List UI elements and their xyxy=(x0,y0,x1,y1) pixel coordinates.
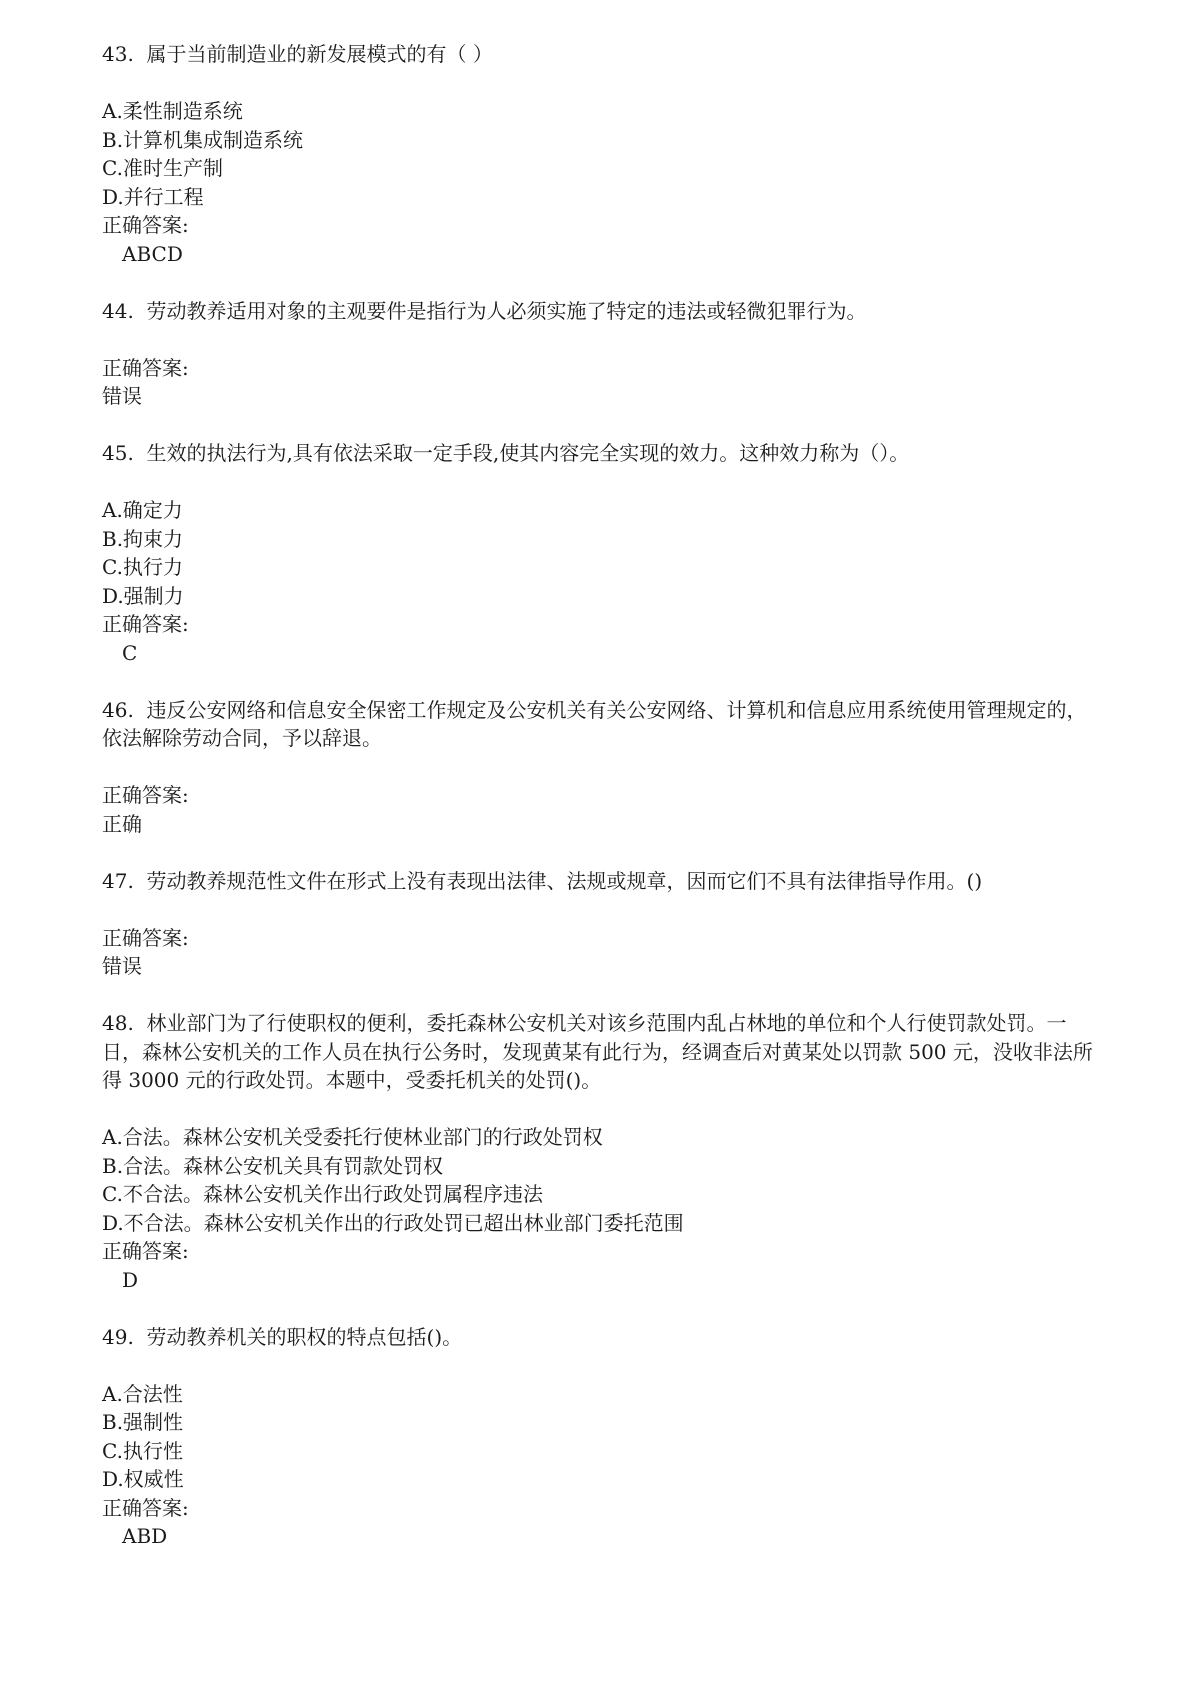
answer-value: C xyxy=(122,640,138,665)
option-item: A.合法性 xyxy=(102,1381,183,1406)
question-block xyxy=(102,867,1102,981)
question-text: 劳动教养适用对象的主观要件是指行为人必须实施了特定的违法或轻微犯罪行为。 xyxy=(146,298,867,323)
question-stem xyxy=(102,40,1102,69)
question-block xyxy=(102,297,1102,411)
answer-label: 正确答案: xyxy=(102,925,189,950)
option-item: C.执行性 xyxy=(102,1438,183,1463)
answer-label: 正确答案: xyxy=(102,355,189,380)
option-item: C.执行力 xyxy=(102,555,183,579)
question-block xyxy=(102,696,1102,839)
option-item: A.柔性制造系统 xyxy=(102,99,243,123)
option-item: B.合法。森林公安机关具有罚款处罚权 xyxy=(102,1153,444,1178)
answer-label: 正确答案: xyxy=(102,1495,189,1520)
option-item: B.强制性 xyxy=(102,1410,184,1434)
question-block xyxy=(102,1009,1102,1294)
question-text: 劳动教养规范性文件在形式上没有表现出法律、法规或规章，因而它们不具有法律指导作用。() xyxy=(146,868,983,893)
answer-value: D xyxy=(122,1267,139,1292)
answer-value: ABD xyxy=(122,1524,168,1548)
question-stem xyxy=(102,1323,1102,1352)
question-number: 44. xyxy=(102,298,134,323)
option-item: D.权威性 xyxy=(102,1467,184,1491)
question-text: 违反公安网络和信息安全保密工作规定及公安机关有关公安网络、计算机和信息应用系统使用管理规定的，依法解除劳动合同，予以辞退。 xyxy=(102,697,1087,750)
question-block xyxy=(102,439,1102,667)
option-item: A.确定力 xyxy=(102,498,183,522)
question-text: 劳动教养机关的职权的特点包括()。 xyxy=(146,1324,463,1349)
question-stem xyxy=(102,696,1102,753)
answer-value: 错误 xyxy=(102,954,142,978)
question-text: 林业部门为了行使职权的便利，委托森林公安机关对该乡范围内乱占林地的单位和个人行使罚款处罚。一日，森林公安机关的工作人员在执行公务时，发现黄某有此行为，经调查后对黄某处以罚款 500 元，没收非法所得 3000 元的行政处罚。本题中，受委托机关的处罚()。 xyxy=(102,1011,1093,1092)
option-item: D.并行工程 xyxy=(102,184,204,209)
answer-label: 正确答案: xyxy=(102,213,189,237)
option-item: B.拘束力 xyxy=(102,526,184,551)
answer-value: ABCD xyxy=(122,241,183,266)
question-number: 46. xyxy=(102,697,134,722)
question-block xyxy=(102,1323,1102,1551)
option-item: C.不合法。森林公安机关作出行政处罚属程序违法 xyxy=(102,1182,543,1206)
question-text: 属于当前制造业的新发展模式的有（ ） xyxy=(146,42,493,66)
option-item: D.不合法。森林公安机关作出的行政处罚已超出林业部门委托范围 xyxy=(102,1210,684,1235)
question-number: 48. xyxy=(102,1011,134,1035)
answer-label: 正确答案: xyxy=(102,783,189,807)
answer-label: 正确答案: xyxy=(102,612,189,636)
option-item: D.强制力 xyxy=(102,583,184,608)
option-item: C.准时生产制 xyxy=(102,156,223,180)
document-page xyxy=(102,40,1102,1551)
answer-value: 正确 xyxy=(102,811,142,836)
option-item: A.合法。森林公安机关受委托行使林业部门的行政处罚权 xyxy=(102,1125,603,1149)
question-number: 43. xyxy=(102,42,134,66)
answer-value: 错误 xyxy=(102,384,142,408)
question-block xyxy=(102,40,1102,268)
question-stem xyxy=(102,297,1102,326)
answer-label: 正确答案: xyxy=(102,1239,189,1263)
option-item: B.计算机集成制造系统 xyxy=(102,127,304,152)
question-number: 47. xyxy=(102,868,134,893)
question-number: 45. xyxy=(102,441,134,465)
question-stem xyxy=(102,867,1102,896)
question-stem xyxy=(102,439,1102,468)
question-text: 生效的执法行为,具有依法采取一定手段,使其内容完全实现的效力。这种效力称为（）。 xyxy=(146,441,910,465)
question-number: 49. xyxy=(102,1324,134,1349)
question-stem xyxy=(102,1009,1102,1095)
